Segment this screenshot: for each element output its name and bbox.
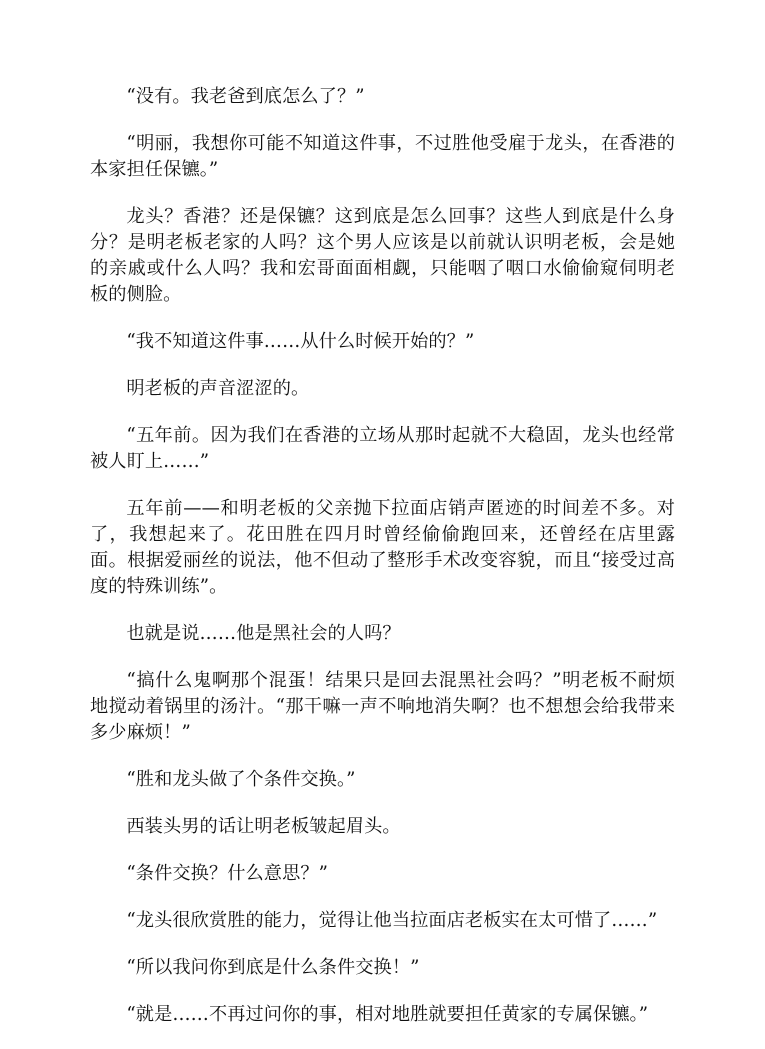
paragraph-12: “条件交换？什么意思？” [126,863,329,884]
paragraph-4: “我不知道这件事……从什么时候开始的？” [126,331,475,352]
paragraph-14: “所以我问你到底是什么条件交换！” [126,957,420,978]
paragraph-2: “明丽，我想你可能不知道这件事，不过胜他受雇于龙头，在香港的本家担任保镳。” [90,133,675,180]
paragraph-7: 五年前——和明老板的父亲抛下拉面店销声匿迹的时间差不多。对了，我想起来了。花田胜在四月时曾经偷偷跑回来，还曾经在店里露面。根据爱丽丝的说法，他不但动了整形手术改变容貌，而且“接受过高度的特殊训练”。 [90,498,675,597]
paragraph-6: “五年前。因为我们在香港的立场从那时起就不大稳固，龙头也经常被人盯上……” [90,425,675,472]
paragraph-11: 西装头男的话让明老板皱起眉头。 [126,816,401,837]
paragraph-9: “搞什么鬼啊那个混蛋！结果只是回去混黑社会吗？”明老板不耐烦地搅动着锅里的汤汁。“那干嘛一声不响地消失啊？也不想想会给我带来多少麻烦！” [90,670,675,743]
paragraph-1: “没有。我老爸到底怎么了？” [126,86,365,107]
paragraph-5: 明老板的声音涩涩的。 [126,378,310,399]
document-body [90,84,675,1049]
paragraph-15: “就是……不再过问你的事，相对地胜就要担任黄家的专属保镳。” [126,1004,649,1025]
paragraph-13: “龙头很欣赏胜的能力，觉得让他当拉面店老板实在太可惜了……” [126,910,658,931]
paragraph-10: “胜和龙头做了个条件交换。” [126,769,356,790]
paragraph-3: 龙头？香港？还是保镳？这到底是怎么回事？这些人到底是什么身分？是明老板老家的人吗？这个男人应该是以前就认识明老板，会是她的亲戚或什么人吗？我和宏哥面面相觑，只能咽了咽口水偷偷窥伺明老板的侧脸。 [90,206,675,305]
paragraph-8: 也就是说……他是黑社会的人吗？ [126,623,401,644]
